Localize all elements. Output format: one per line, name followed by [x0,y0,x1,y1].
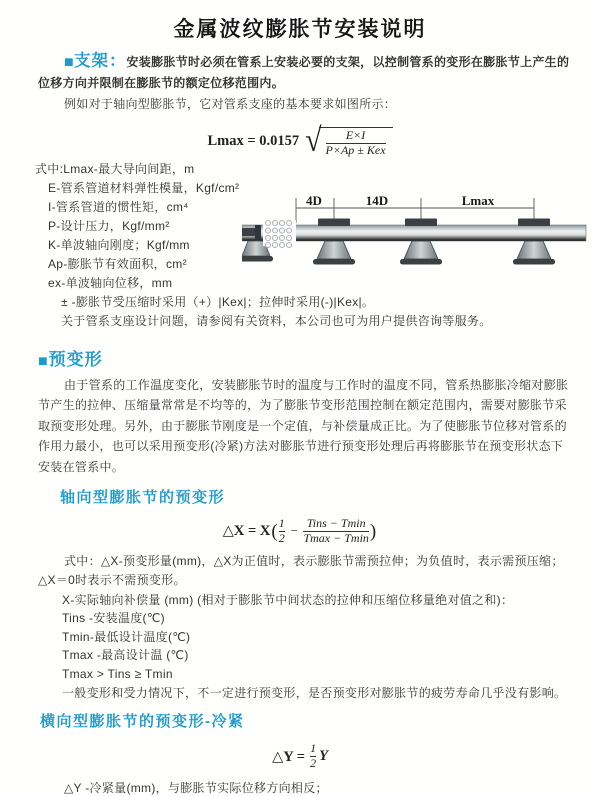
formula-lmax-numerator: E×I [345,128,366,142]
axial-subsection-heading: 轴向型膨胀节的预变形 [60,489,226,507]
frac-half-denominator: 2 [278,530,285,545]
predeform-paragraph: 由于管系的工作温度变化，安装膨胀节时的温度与工作时的温度不同，管系热膨胀冷缩对膨胀节产生的拉伸、压缩量常常是不均等的，为了膨胀节变形范围控制在额定范围内，需要对膨胀节采取预变形处理。另外，由于膨胀节刚度是一个定值，与补偿量成正比。为了使膨胀节位移对管系的作用力最小，也可以采用预变形(冷紧)方法对膨胀节进行预变形处理后再将膨胀节在预变形状态下安装在管系中。 [38,377,569,474]
guide-support-2 [400,219,442,265]
formula-dx-lhs: △X = X [222,523,271,540]
formula-dy-rhs: Y [319,748,328,765]
dim-label-14d: 14D [365,193,389,208]
definition-line: Tmax > Tins ≥ Tmin [62,667,173,682]
guide-support-1 [313,219,355,265]
bellows-icon [263,220,296,248]
close-paren: ) [369,520,377,542]
formula-lmax-denominator: P×Ap ± Kex [325,142,386,157]
formula-lmax: Lmax = 0.0157 √ $\frac{E\times I}{\text{P×Ap ± Kex}}$ [0,125,600,158]
dim-label-4d: 4D [306,193,322,208]
definition-line: Tmin-最低设计温度(℃) [62,629,191,644]
guide-support-3 [513,219,555,265]
formula-dy-frac-half [310,742,316,771]
definition-line: E-管系管道材料弹性模量，Kgf/cm² [48,180,240,195]
definition-line: I-管系管道的惯性矩，cm⁴ [48,199,189,214]
formula-delta-x [0,517,600,546]
page-title: 金属波纹膨胀节安装说明 [173,18,427,41]
consulting-note: 关于管系支座设计问题，请参阅有关资料，本公司也可为用户提供咨询等服务。 [61,313,492,328]
formula-lmax-fraction [319,127,393,158]
axial-where-note: 式中：△X-预变形量(mm)，△X为正值时，表示膨胀节需预拉伸；为负值时，表示需预压缩；△X＝0时表示不需预变形。 [38,553,564,587]
definition-line: Tmax -最高设计温 (℃) [62,648,189,663]
dy-frac-numerator: 1 [310,741,317,756]
formula-dx-frac-temp [303,517,368,546]
support-intro-paragraph [38,51,574,94]
definition-line: Ap-膨胀节有效面积，cm² [48,256,187,271]
definition-line: 一般变形和受力情况下，不一定进行预变形，是否预变形对膨胀节的疲劳寿命几乎没有影响。 [62,685,567,700]
predeform-heading-text: 预变形 [48,349,103,369]
axial-definitions-list [62,591,600,703]
pipe-support-diagram [242,192,594,287]
frac-temp-numerator: Tins − Tmin [306,516,366,531]
definition-line: P-设计压力，Kgf/mm² [48,218,170,233]
dy-frac-denominator: 2 [310,756,317,771]
lateral-note: △Y -冷紧量(mm)，与膨胀节实际位移方向相反； [64,780,328,795]
lateral-subsection-heading: 横向型膨胀节的预变形-冷紧 [40,713,245,731]
sign-convention-note: ± -膨胀节受压缩时采用（+）|Kex|；拉伸时采用(-)|Kex|。 [61,294,375,309]
support-example-line: 例如对于轴向型膨胀节，它对管系支座的基本要求如图所示： [64,97,397,111]
frac-temp-denominator: Tmax − Tmin [303,530,369,545]
definition-line: Tins -安装温度(℃) [62,611,165,626]
dim-label-lmax: Lmax [461,193,495,208]
definition-line: K-单波轴向刚度；Kgf/mm [48,237,190,252]
section-square-icon: ■ [64,54,74,71]
support-intro-text: 安装膨胀节时必须在管系上安装必要的支架，以控制管系的变形在膨胀节上产生的位移方向并限制在膨胀节的额定位移范围内。 [38,55,570,90]
predeform-section-heading [38,345,600,371]
formula-dy-lhs: △Y = [272,748,306,765]
definition-line: 式中:Lmax-最大导向间距，m [35,161,195,176]
section-square-icon: ■ [38,352,49,370]
open-paren: ( [271,520,278,542]
frac-half-numerator: 1 [278,516,285,531]
support-section-title: 支架： [73,52,127,70]
formula-lmax-lhs: Lmax = 0.0157 [207,132,300,149]
formula-delta-y [0,742,600,771]
formula-dx-frac-half [279,517,285,546]
definition-line: X-实际轴向补偿量 (mm) (相对于膨胀节中间状态的拉伸和压缩位移量绝对值之和)： [62,592,514,607]
definition-line: ex-单波轴向位移，mm [48,275,173,290]
minus-operator: − [289,523,299,539]
